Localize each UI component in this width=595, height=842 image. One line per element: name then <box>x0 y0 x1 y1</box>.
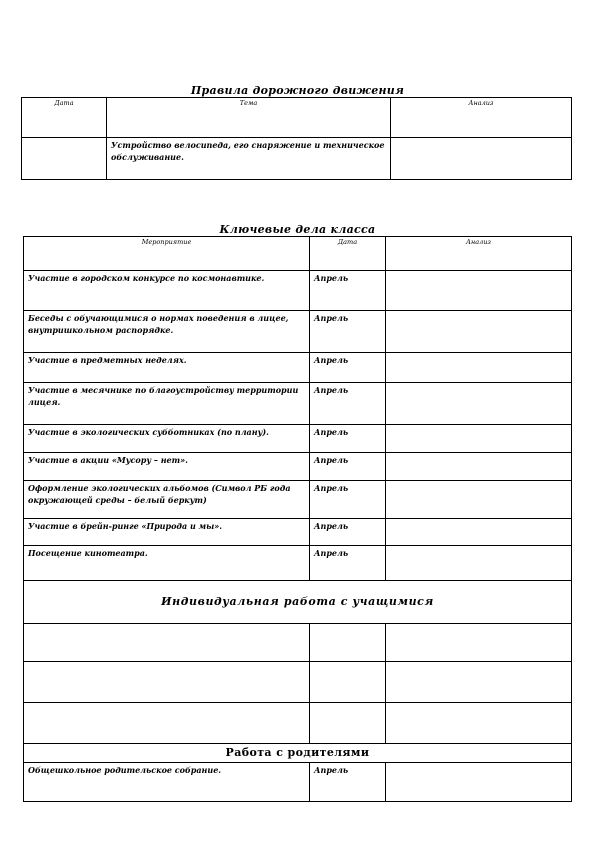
analysis-cell <box>386 662 572 703</box>
analysis-cell <box>386 271 572 311</box>
date-cell: Апрель <box>310 383 386 425</box>
analysis-cell <box>386 353 572 383</box>
table-row <box>24 425 572 453</box>
event-cell: Участие в месячнике по благоустройству территории лицея. <box>24 383 310 425</box>
event-cell: Участие в экологических субботниках (по плану). <box>24 425 310 453</box>
event-cell: Участие в городском конкурсе по космонавтике. <box>24 271 310 311</box>
event-cell <box>24 703 310 744</box>
analysis-cell <box>386 703 572 744</box>
table-row <box>24 353 572 383</box>
key-table <box>23 236 572 802</box>
event-cell: Участие в акции «Мусору – нет». <box>24 453 310 481</box>
table-row <box>24 546 572 581</box>
pdd-cell-topic: Устройство велосипеда, его снаряжение и техническое обслуживание. <box>107 138 391 180</box>
event-cell: Участие в брейн-ринге «Природа и мы». <box>24 519 310 546</box>
pdd-table <box>21 97 572 180</box>
analysis-cell <box>386 519 572 546</box>
event-cell <box>24 624 310 662</box>
analysis-cell <box>386 763 572 802</box>
date-cell: Апрель <box>310 425 386 453</box>
individual-section-title: Индивидуальная работа с учащимися <box>24 581 572 624</box>
analysis-cell <box>386 311 572 353</box>
key-header-event: Мероприятие <box>24 237 310 271</box>
key-title: Ключевые дела класса <box>219 223 376 236</box>
table-row <box>24 703 572 744</box>
analysis-cell <box>386 481 572 519</box>
table-row <box>24 383 572 425</box>
pdd-header-topic: Тема <box>107 98 391 138</box>
date-cell: Апрель <box>310 453 386 481</box>
table-row <box>24 453 572 481</box>
parents-section-title: Работа с родителями <box>24 744 572 763</box>
date-cell <box>310 703 386 744</box>
pdd-header-analysis: Анализ <box>391 98 572 138</box>
table-row <box>24 624 572 662</box>
pdd-header-date: Дата <box>22 98 107 138</box>
key-header-analysis: Анализ <box>386 237 572 271</box>
date-cell: Апрель <box>310 546 386 581</box>
table-row <box>24 271 572 311</box>
event-cell: Оформление экологических альбомов (Символ РБ года окружающей среды – белый беркут) <box>24 481 310 519</box>
pdd-cell-analysis <box>391 138 572 180</box>
pdd-cell-date <box>22 138 107 180</box>
analysis-cell <box>386 425 572 453</box>
analysis-cell <box>386 546 572 581</box>
date-cell <box>310 662 386 703</box>
date-cell: Апрель <box>310 481 386 519</box>
date-cell: Апрель <box>310 763 386 802</box>
date-cell: Апрель <box>310 519 386 546</box>
event-cell: Беседы с обучающимися о нормах поведения в лицее, внутришкольном распорядке. <box>24 311 310 353</box>
event-cell: Общешкольное родительское собрание. <box>24 763 310 802</box>
date-cell: Апрель <box>310 311 386 353</box>
table-row <box>24 481 572 519</box>
date-cell: Апрель <box>310 271 386 311</box>
table-row <box>24 311 572 353</box>
event-cell <box>24 662 310 703</box>
event-cell: Посещение кинотеатра. <box>24 546 310 581</box>
analysis-cell <box>386 624 572 662</box>
analysis-cell <box>386 453 572 481</box>
table-row <box>24 763 572 802</box>
event-cell: Участие в предметных неделях. <box>24 353 310 383</box>
key-header-date: Дата <box>310 237 386 271</box>
analysis-cell <box>386 383 572 425</box>
date-cell <box>310 624 386 662</box>
date-cell: Апрель <box>310 353 386 383</box>
table-row <box>24 662 572 703</box>
table-row <box>24 519 572 546</box>
pdd-title: Правила дорожного движения <box>190 84 405 97</box>
